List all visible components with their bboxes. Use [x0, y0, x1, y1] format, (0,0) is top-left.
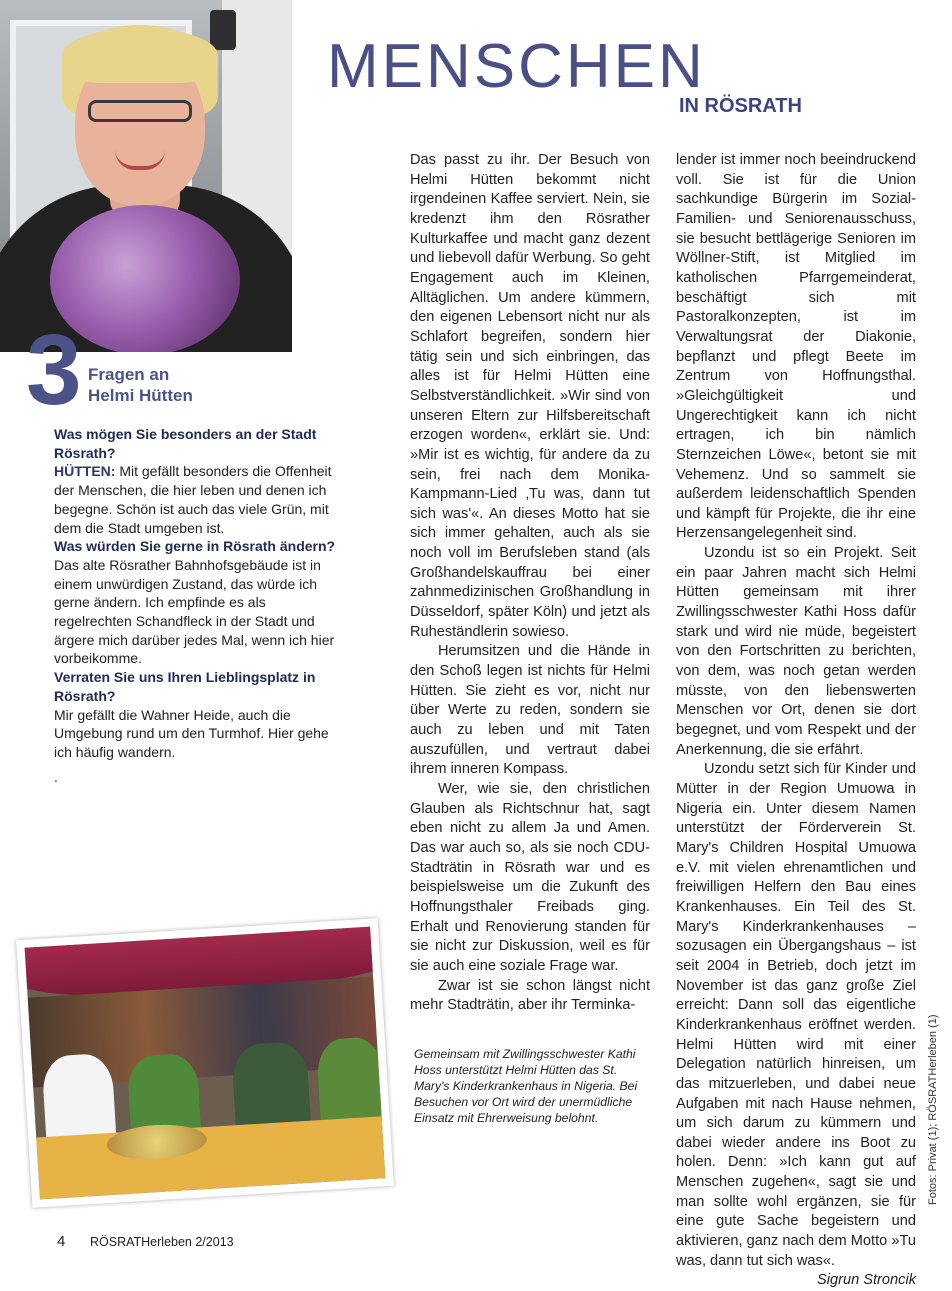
- interview-question: Was würden Sie gerne in Rösrath ändern?: [54, 538, 336, 555]
- interview-question: Verraten Sie uns Ihren Lieblingsplatz in Rösrath?: [54, 669, 316, 704]
- wall-lamp: [210, 10, 236, 50]
- questions-heading-line2: Helmi Hütten: [88, 386, 193, 405]
- photo-credit: Fotos: Privat (1); RÖSRATHerleben (1): [927, 1014, 939, 1205]
- article-column-1: [410, 151, 650, 1016]
- article-paragraph: Wer, wie sie, den christlichen Glauben als Richtschnur hat, sagt eben nicht zu allem Ja und Amen. Das war auch so, als sie noch CDU-Stadträtin in Rösrath war und es beispielsweise um die Zukunft des Hoffnungsthaler Freibads ging. Erhalt und Renovierung standen für sie nicht zur Diskussion, weil es für sie auch eine soziale Frage war.: [410, 781, 650, 974]
- answer-label: HÜTTEN:: [54, 463, 116, 480]
- interview-answer: Mir gefällt die Wahner Heide, auch die Umgebung rund um den Turmhof. Hier gehe ich häufig wandern.: [54, 706, 329, 760]
- interview-answer: [54, 462, 344, 537]
- article-paragraph: Uzondu ist so ein Projekt. Seit ein paar Jahren macht sich Helmi Hütten gemeinsam mit ihrer Zwillingsschwester Kathi Hoss dafür stark und wird nie müde, begeistert von den Fortschritten zu berichten, von dem, was noch getan werden müsste, von den liebenswerten Menschen vor Ort, denen sie dort begegnet, und vom Respekt und der Anerkennung, die sie erfährt.: [676, 545, 916, 758]
- article-paragraph: Zwar ist sie schon längst nicht mehr Stadträtin, aber ihr Terminka-: [410, 977, 650, 1014]
- article-paragraph: lender ist immer noch beeindruckend voll. Sie ist für die Union sachkundige Bürgerin im Sozial- Familien- und Seniorenausschuss, sie besucht bettlägerige Senioren im Wöllner-Stift, ist Mitglied im katholischen Pfarrgemeinderat, beschäftigt sich mit Pastoralkonzepten, ist im Verwaltungsrat der Diakonie, bepflanzt und pflegt Beete im Zentrum von Hoffnungsthal. »Gleichgültigkeit und Ungerechtigkeit kann ich nicht ertragen, ich bin nämlich Sternzeichen Löwe«, betont sie mit Vehemenz. Und so sammelt sie außerdem leidenschaftlich Spenden und kämpft für Projekte, die ihr eine Herzensangelegenheit sind.: [676, 152, 916, 542]
- questions-count: 3: [26, 314, 82, 426]
- interview-question: Was mögen Sie besonders an der Stadt Rösrath?: [54, 426, 317, 461]
- portrait-photo: [0, 0, 292, 352]
- photo-caption: Gemeinsam mit Zwillingsschwester Kathi Hoss unterstützt Helmi Hütten das St. Mary's Kinderkrankenhaus in Nigeria. Bei Besuchen vor Ort wird der unermüdliche Einsatz mit Ehrerweisung belohnt.: [414, 1047, 638, 1125]
- article-paragraph: Das passt zu ihr. Der Besuch von Helmi Hütten bekommt nicht irgendeinen Kaffee serviert. Nein, sie kredenzt ihm den Rösrather Kulturkaffee und macht ganz dezent und liebevoll dafür Werbung. So geht Engagement auch im Kleinen, Alltäglichen. Um andere kümmern, den eigenen Lebensort nicht nur als Schlafort begreifen, sondern hier tätig sein und sich einbringen, das alles ist für Helmi Hütten eine Selbstverständlichkeit. »Wir sind von unseren Eltern zur Hilfsbereitschaft erzogen worden«, erklärt sie. Und: »Mir ist es wichtig, für andere da zu sein, frei nach dem Monika-Kampmann-Lied ‚Tu was, dann tut sich was'«. An dieses Motto hat sie sich immer gehalten, auch als sie noch voll im Berufsleben stand (als Großhandelskauffrau bei einer zahnmedizinischen Großhandlung in Düsseldorf, später Köln) und jetzt als Ruheständlerin sowieso.: [410, 152, 650, 640]
- nigeria-photo-image: [25, 927, 386, 1200]
- interview-box: [54, 425, 344, 786]
- article-paragraph: Uzondu setzt sich für Kinder und Mütter in der Region Umuowa in Nigeria ein. Unter diesem Namen unterstützt der Förderverein St. Mary's Children Hospital Umuowa e.V. mit vielen ehrenamtlichen und freiwilligen Helfern den Bau eines Krankenhauses. Ein Teil des St. Mary's Kinderkrankenhauses – sozusagen ein Übergangshaus – ist seit 2004 in Betrieb, doch jetzt im November ist das ganz große Ziel erreicht: Dann soll das eigentliche Kinderkrankenhaus eröffnet werden. Helmi Hütten wird mit einer Delegation natürlich hinreisen, um das mitzuerleben, und dabei neue Aufgaben mit nach Hause nehmen, um sich darum zu kümmern und dabei wieder andere ins Boot zu holen. Denn: »Ich kann gut auf Menschen zugehen«, sagt sie und man sollte wohl ergänzen, sie für eine gute Sache begeistern und aktivieren, ganz nach dem Motto »Tu was, dann tut sich was«.: [676, 761, 916, 1269]
- interview-answer: Das alte Rösrather Bahnhofsgebäude ist in einem unwürdigen Zustand, das würde ich gerne ändern. Ich empfinde es als regelrechten Schandfleck in der Stadt und ärgere mich darüber jedes Mal, wenn ich hier vorbeikomme.: [54, 556, 335, 667]
- answer-text: Mit gefällt besonders die Offenheit der Menschen, die hier leben und denen ich begegne. Schön ist auch das viele Grün, mit dem die Stadt umgeben ist.: [54, 463, 332, 536]
- nigeria-photo: [16, 918, 394, 1208]
- questions-heading: [88, 364, 193, 406]
- section-subtitle: IN RÖSRATH: [679, 95, 802, 117]
- portrait-hair-fringe: [62, 28, 218, 83]
- magazine-issue: RÖSRATHerleben 2/2013: [90, 1235, 234, 1249]
- section-title: MENSCHEN: [327, 32, 706, 101]
- questions-heading-line1: Fragen an: [88, 365, 170, 384]
- article-paragraph: Herumsitzen und die Hände in den Schoß legen ist nichts für Helmi Hütten. Sie zieht es vor, nicht nur über Werte zu reden, sondern sie auch zu leben und mit Taten auszufüllen, und vertraut dabei ihrem inneren Kompass.: [410, 643, 650, 778]
- portrait-glasses: [88, 100, 192, 122]
- interview-end-mark: .: [54, 768, 58, 785]
- page-number: 4: [57, 1233, 66, 1250]
- article-author: Sigrun Stroncik: [817, 1272, 916, 1289]
- article-column-2: [676, 151, 916, 1291]
